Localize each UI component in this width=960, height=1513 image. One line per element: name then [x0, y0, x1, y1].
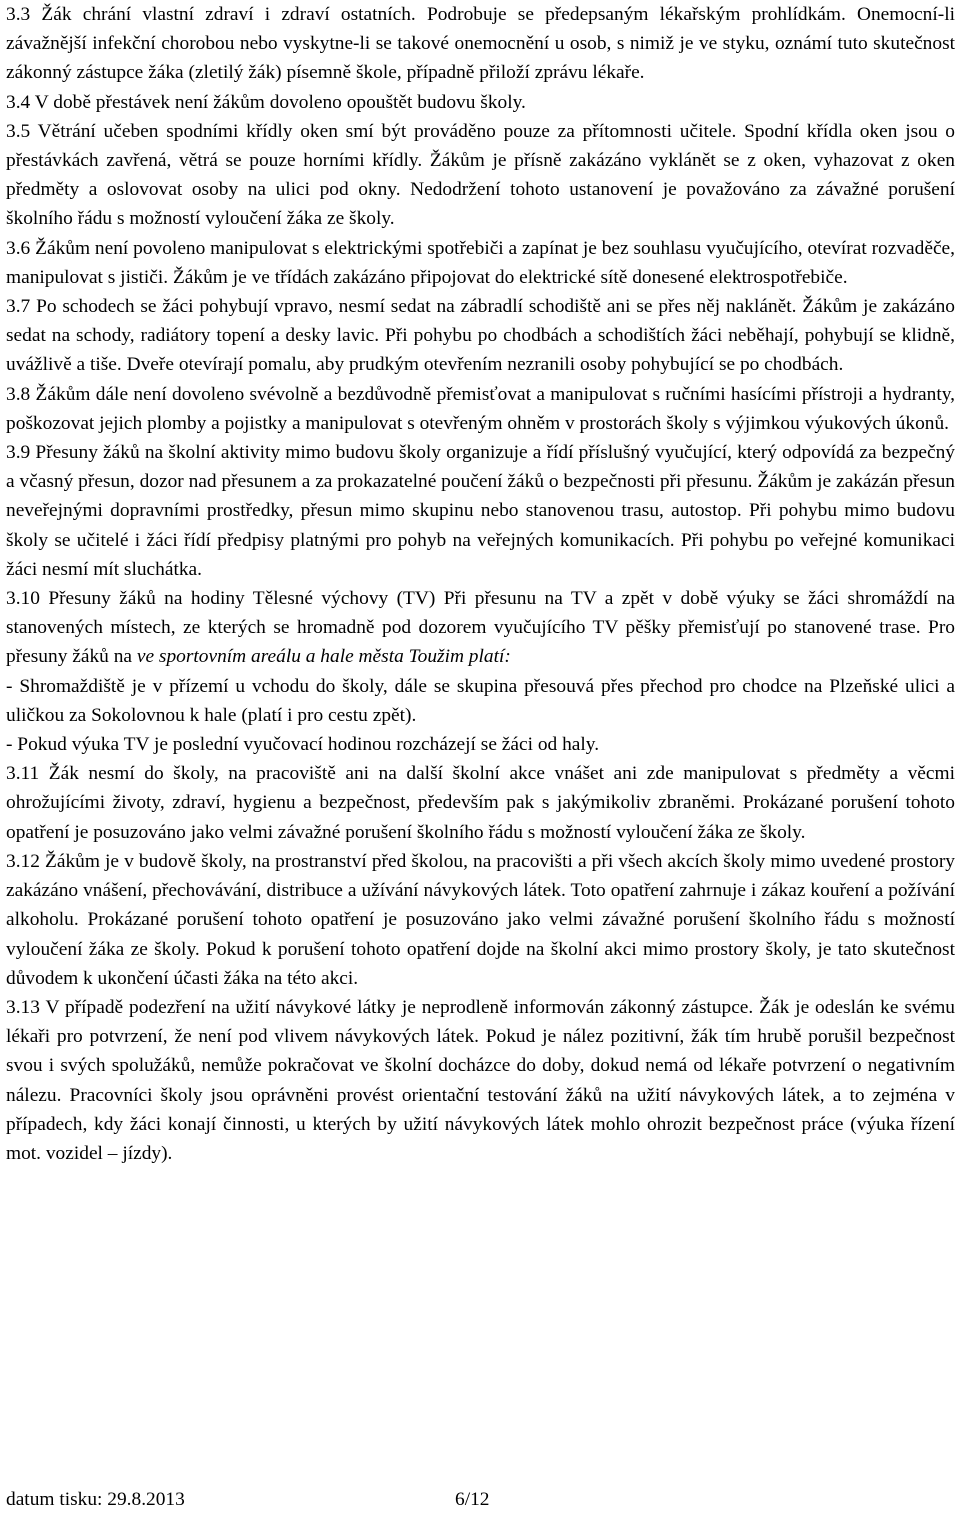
print-date: datum tisku: 29.8.2013 [6, 1489, 185, 1510]
paragraph-3-7 [6, 292, 955, 380]
paragraph-3-3 [6, 0, 955, 88]
paragraph-3-5 [6, 117, 955, 234]
page-footer [6, 1487, 490, 1513]
item-number: 3.7 [6, 296, 31, 318]
paragraph-3-11 [6, 759, 955, 847]
paragraph-text: Žákům není povoleno manipulovat s elektrickými spotřebiči a zapínat je bez souhlasu vyučujícího, otevírat rozvaděče, manipulovat s jističi. Žákům je ve třídách zakázáno připojovat do elektrické sítě donesené elektrospotřebiče. [6, 237, 955, 288]
paragraph-3-4 [6, 88, 955, 117]
item-number: 3.3 [6, 4, 31, 25]
paragraph-text: Přesuny žáků na školní aktivity mimo budovu školy organizuje a řídí příslušný vyučující, který odpovídá za bezpečný a včasný přesun, dozor nad přesunem a za prokazatelné poučení žáků o bezpečnosti při přesunu. Žákům je zakázán přesun neveřejnými dopravními prostředky, přesun mimo skupinu nebo stanovenou trasu, autostop. Při pohybu mimo budovu školy se učitelé i žáci řídí předpisy platnými pro pohyb na veřejných komunikacích. Při pohybu po veřejné komunikaci žáci nesmí mít sluchátka. [6, 442, 955, 580]
paragraph-text: - Shromaždiště je v přízemí u vchodu do školy, dále se skupina přesouvá přes přechod pro chodce na Plzeňské ulici a uličkou za Sokolovnou k hale (platí i pro cestu zpět). [6, 675, 955, 726]
paragraph-3-12 [6, 847, 955, 993]
item-number: 3.5 [6, 120, 31, 142]
item-number: 3.9 [6, 442, 31, 464]
item-number: 3.6 [6, 237, 31, 259]
paragraph-text: V době přestávek není žákům dovoleno opouštět budovu školy. [30, 91, 526, 113]
page-number: 6/12 [455, 1489, 490, 1510]
paragraph-3-13 [6, 993, 955, 1168]
paragraph-3-10 [6, 584, 955, 672]
paragraph-text: Žák nesmí do školy, na pracoviště ani na další školní akce vnášet ani zde manipulovat s předměty a věcmi ohrožujícími životy, zdraví, hygienu a bezpečnost, především pak s jakýmikoliv zbraněmi. Prokázané porušení tohoto opatření je posuzováno jako velmi závažné porušení školního řádu s možností vyloučení žáka ze školy. [6, 763, 955, 843]
paragraph-text: Žákům dále není dovoleno svévolně a bezdůvodně přemisťovat a manipulovat s ručními hasícími přístroji a hydranty, poškozovat jejich plomby a pojistky a manipulovat s otevřeným ohněm v prostorách školy s výjimkou výukových úkonů. [6, 383, 955, 434]
item-number: 3.8 [6, 383, 31, 405]
item-number: 3.11 [6, 763, 40, 785]
paragraph-3-6 [6, 234, 955, 292]
paragraph-text: Žákům je v budově školy, na prostranství před školou, na pracovišti a při všech akcích školy mimo uvedené prostory zakázáno vnášení, přechovávání, distribuce a užívání návykových látek. Toto opatření zahrnuje i zákaz kouření a požívání alkoholu. Prokázané porušení tohoto opatření je posuzováno jako velmi závažné porušení školního řádu s možností vyloučení žáka ze školy. Pokud k porušení tohoto opatření dojde na školní akci mimo prostory školy, je tato skutečnost důvodem k ukončení účasti žáka na této akci. [6, 850, 955, 989]
paragraph-text: - Pokud výuka TV je poslední vyučovací hodinou rozcházejí se žáci od haly. [6, 734, 600, 756]
paragraph-text: Po schodech se žáci pohybují vpravo, nesmí sedat na zábradlí schodiště ani se přes něj naklánět. Žákům je zakázáno sedat na schody, radiátory topení a desky lavic. Při pohybu po chodbách a schodištích žáci neběhají, pohybují se klidně, uvážlivě a tiše. Dveře otevírají pomalu, aby prudkým otevřením nezranili osoby pohybující se po chodbách. [6, 296, 955, 376]
paragraph-3-10-bullet-1 [6, 672, 955, 730]
paragraph-3-10-bullet-2 [6, 730, 955, 759]
paragraph-text: V případě podezření na užití návykové látky je neprodleně informován zákonný zástupce. Žák je odeslán ke svému lékaři pro potvrzení, že není pod vlivem návykových látek. Pokud je nález pozitivní, žák tím hrubě porušil bezpečnost svou i svých spolužáků, nemůže pokračovat ve školní docházce do doby, dokud nemá od lékaře potvrzení o negativním nálezu. Pracovníci školy jsou oprávněni provést orientační testování žáků na užití návykových látek, a to zejména v případech, kdy žáci konají činnosti, u kterých by užití návykových látek mohlo ohrozit bezpečnost práce (výuka řízení mot. vozidel – jízdy). [6, 996, 955, 1164]
paragraph-text: Žák chrání vlastní zdraví i zdraví ostatních. Podrobuje se předepsaným lékařským prohlídkám. Onemocní-li závažnější infekční chorobou nebo vyskytne-li se takové onemocnění u osob, s nimiž je ve styku, oznámí tuto skutečnost zákonný zástupce žáka (zletilý žák) písemně škole, případně přiloží zprávu lékaře. [6, 4, 955, 84]
paragraph-text: Větrání učeben spodními křídly oken smí být prováděno pouze za přítomnosti učitele. Spodní křídla oken jsou o přestávkách zavřená, větrá se pouze horními křídly. Žákům je přísně zakázáno vyklánět se z oken, vyhazovat z oken předměty a oslovovat osoby na ulici pod okny. Nedodržení tohoto ustanovení je považováno za závažné porušení školního řádu s možností vyloučení žáka ze školy. [6, 120, 955, 230]
paragraph-text: Přesuny žáků na hodiny Tělesné výchovy (TV) Při přesunu na TV a zpět v době výuky se žáci shromáždí na stanovených místech, ze kterých se hromadně pod dozorem vyučujícího TV pěšky přemisťují po stanovené trase. Pro přesuny žáků na [6, 588, 955, 668]
item-number: 3.12 [6, 850, 40, 872]
document-body [6, 0, 955, 1168]
paragraph-3-9 [6, 438, 955, 584]
paragraph-3-8 [6, 380, 955, 438]
paragraph-italic-text: ve sportovním areálu a hale města Toužim platí: [136, 646, 511, 668]
item-number: 3.4 [6, 91, 31, 113]
item-number: 3.10 [6, 588, 40, 610]
item-number: 3.13 [6, 996, 40, 1018]
